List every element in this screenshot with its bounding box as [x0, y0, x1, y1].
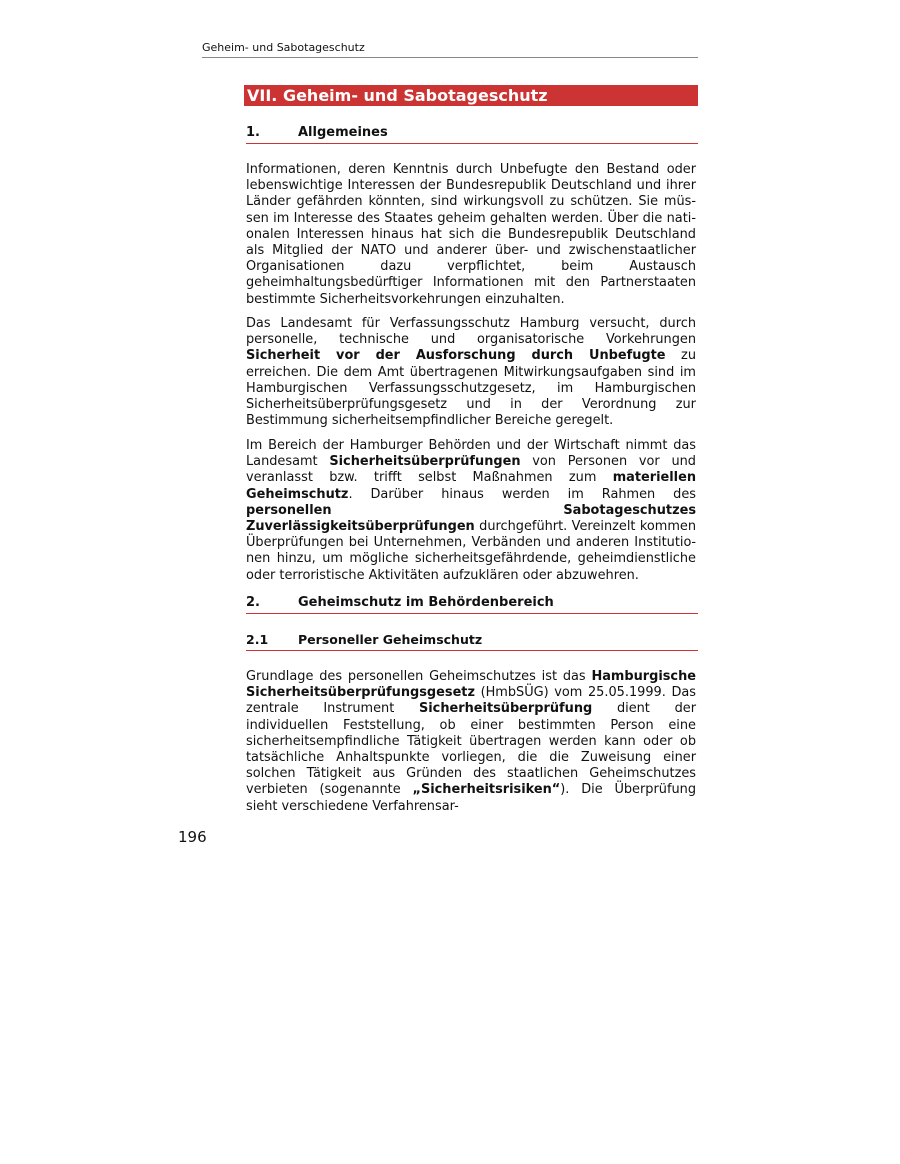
body-text: Informationen, deren Kenntnis durch Unbefugte den Bestand oder lebenswichtige Interessen der Bundesrepublik Deutschland und ihrer Länder gefährden könnten, sind wirkungsvoll zu schützen. Sie müssen im Interesse des Staates geheim gehalten werden. Über die nationalen Interessen hinaus hat sich die Bundesrepublik Deutschland als Mitglied der NATO und anderer über- und zwischenstaatlicher Organisationen dazu verpflichtet, beim Austausch geheimhaltungsbedürftiger Informationen mit den Partnerstaaten bestimmte Sicherheitsvorkehrungen einzuhalten.	[246, 162, 696, 307]
paragraph-bereich	[246, 438, 696, 584]
emphasis-text: personellen Sabotageschutzes Zuverlässigkeitsüberprüfungen	[246, 502, 696, 535]
section-title: Allgemeines	[298, 125, 388, 140]
body-text: . Darüber hinaus werden im Rahmen des	[348, 486, 696, 502]
section-number: 1.	[246, 125, 260, 140]
emphasis-text: Sicherheitsüberprüfung	[418, 701, 593, 717]
emphasis-text: Hamburgische Sicherheitsüberprüfungsgesetz	[246, 669, 696, 701]
paragraph-intro	[246, 162, 696, 308]
chapter-title: VII. Geheim- und Sabotageschutz	[244, 85, 698, 106]
section-number: 2.1	[246, 632, 269, 647]
body-text: dient der individuellen Feststellung, ob einer bestimmten Person eine sicherheitsempfindliche Tätigkeit übertragen werden kann oder ob tatsächliche Anhaltspunkte vorliegen, die die Zuweisung einer solchen Tätigkeit aus Gründen des staatlichen Geheimschutzes verbieten (sogenannte	[246, 701, 696, 798]
body-text: Das Landesamt für Verfassungsschutz Hamburg versucht, durch personelle, technische und organisatorische Vorkehrungen	[246, 316, 696, 348]
emphasis-text: Sicherheit vor der Ausforschung durch Unbefugte	[246, 348, 666, 364]
section-heading-personeller-geheimschutz	[246, 631, 698, 651]
emphasis-text: Sicherheitsüberprüfungen	[329, 454, 521, 470]
emphasis-text: materiellen Geheimschutz	[246, 470, 696, 502]
body-text: von Personen vor und veranlasst bzw. trifft selbst Maßnahmen zum	[246, 454, 696, 486]
body-text: Grundlage des personellen Geheimschutzes ist das	[246, 669, 592, 684]
section-title: Personeller Geheimschutz	[298, 632, 483, 647]
body-text: (HmbSÜG) vom 25.05.1999. Das zentrale Instrument	[246, 685, 696, 717]
body-text: ). Die Überprüfung sieht verschiedene Verfahrensar-	[246, 782, 697, 814]
running-header: Geheim- und Sabotageschutz	[202, 40, 698, 58]
page-number: 196	[178, 828, 207, 846]
section-number: 2.	[246, 595, 260, 610]
body-text: Im Bereich der Hamburger Behörden und der Wirtschaft nimmt das Landesamt	[246, 438, 696, 470]
section-title: Geheimschutz im Behördenbereich	[298, 595, 554, 610]
body-text: durchgeführt. Vereinzelt kommen Überprüfungen bei Unternehmen, Verbänden und anderen Institutionen hinzu, um mögliche sicherheitsgefährdende, geheimdienstliche oder terroristische Aktivitäten aufzuklären oder abzuwehren.	[246, 519, 696, 583]
section-heading-allgemeines	[246, 124, 698, 144]
body-text: zu erreichen. Die dem Amt übertragenen Mitwirkungsaufgaben sind im Hamburgischen Verfassungsschutzgesetz, im Hamburgischen Sicherheitsüberprüfungsgesetz und in der Verordnung zur Bestimmung sicherheitsempfindlicher Bereiche geregelt.	[246, 348, 696, 429]
emphasis-text: „Sicherheitsrisiken“	[412, 782, 561, 798]
paragraph-grundlage	[246, 669, 696, 815]
section-heading-geheimschutz-behoerden	[246, 594, 698, 614]
paragraph-landesamt	[246, 316, 696, 429]
